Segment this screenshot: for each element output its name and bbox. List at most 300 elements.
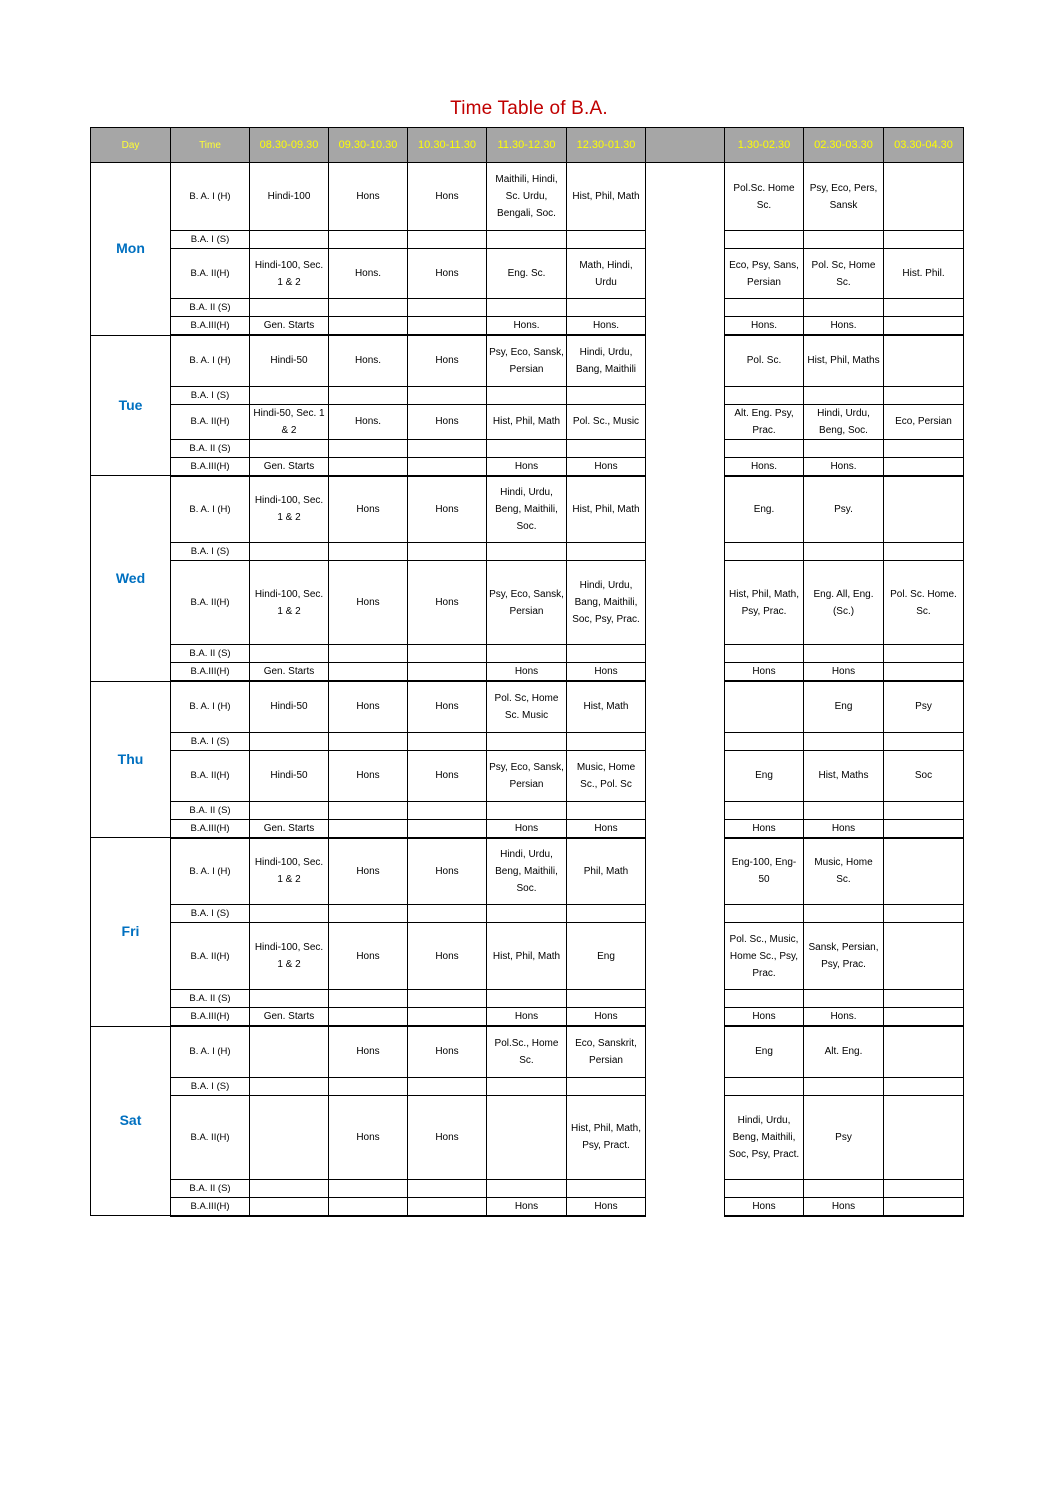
schedule-cell [725, 732, 804, 750]
schedule-cell [329, 386, 408, 404]
schedule-cell [884, 645, 964, 663]
schedule-cell: Hons [567, 1197, 646, 1216]
schedule-cell: Hons [408, 1026, 487, 1077]
class-label: B. A. I (H) [171, 838, 250, 905]
schedule-cell: Hindi, Urdu, Beng, Maithili, Soc, Psy, Pract. [725, 1095, 804, 1179]
schedule-cell: Hons [329, 750, 408, 801]
class-label: B.A. II (S) [171, 439, 250, 457]
schedule-cell: Hindi, Urdu, Beng, Soc. [804, 404, 884, 439]
class-label: B.A. II (S) [171, 645, 250, 663]
header-slot: 12.30-01.30 [567, 128, 646, 163]
schedule-cell [884, 1026, 964, 1077]
schedule-cell: Hist, Phil, Math [487, 923, 567, 990]
schedule-cell: Pol. Sc., Music, Home Sc., Psy, Prac. [725, 923, 804, 990]
page-title: Time Table of B.A. [450, 98, 608, 119]
schedule-cell: Eng-100, Eng-50 [725, 838, 804, 905]
schedule-cell [884, 163, 964, 231]
schedule-cell [250, 905, 329, 923]
schedule-cell: Hindi-100, Sec. 1 & 2 [250, 923, 329, 990]
schedule-cell [408, 732, 487, 750]
schedule-cell: Hons [725, 1008, 804, 1027]
schedule-cell: Hons [329, 561, 408, 645]
schedule-cell [250, 543, 329, 561]
schedule-cell [884, 299, 964, 317]
schedule-cell [567, 645, 646, 663]
schedule-cell [567, 1077, 646, 1095]
class-label: B.A. I (S) [171, 386, 250, 404]
schedule-cell [250, 645, 329, 663]
class-label: B.A. II (S) [171, 801, 250, 819]
schedule-cell [567, 386, 646, 404]
schedule-cell [408, 1179, 487, 1197]
schedule-cell: Gen. Starts [250, 457, 329, 476]
schedule-cell [329, 990, 408, 1008]
schedule-cell [884, 905, 964, 923]
schedule-cell [725, 990, 804, 1008]
schedule-cell [567, 1179, 646, 1197]
schedule-cell: Hons [487, 457, 567, 476]
schedule-cell [804, 543, 884, 561]
table-row [91, 1008, 964, 1027]
schedule-cell: Hons [487, 1008, 567, 1027]
schedule-cell: Pol. Sc. Home. Sc. [884, 561, 964, 645]
schedule-cell [487, 299, 567, 317]
schedule-cell: Eng [567, 923, 646, 990]
schedule-cell [884, 231, 964, 249]
schedule-cell [884, 543, 964, 561]
schedule-cell: Hindi-100, Sec. 1 & 2 [250, 249, 329, 299]
schedule-cell [725, 645, 804, 663]
class-label: B.A. II (S) [171, 299, 250, 317]
schedule-cell [884, 819, 964, 838]
schedule-cell: Phil, Math [567, 838, 646, 905]
class-label: B.A. I (S) [171, 543, 250, 561]
schedule-cell: Hons [408, 750, 487, 801]
table-row [91, 801, 964, 819]
schedule-cell [567, 439, 646, 457]
schedule-cell: Gen. Starts [250, 663, 329, 682]
table-row [91, 249, 964, 299]
day-label: Fri [91, 838, 171, 1027]
header-lunch [646, 128, 725, 163]
schedule-cell: Hons. [725, 317, 804, 336]
schedule-cell [884, 439, 964, 457]
schedule-cell [804, 645, 884, 663]
schedule-cell [250, 1095, 329, 1179]
header-slot: 09.30-10.30 [329, 128, 408, 163]
schedule-cell [487, 543, 567, 561]
schedule-cell: Hindi-50, Sec. 1 & 2 [250, 404, 329, 439]
schedule-cell: Pol. Sc. [725, 335, 804, 386]
class-label: B.A.III(H) [171, 1008, 250, 1027]
schedule-cell [884, 990, 964, 1008]
schedule-cell [408, 231, 487, 249]
table-row [91, 838, 964, 905]
class-label: B.A. II(H) [171, 923, 250, 990]
table-row [91, 1026, 964, 1077]
lunch-break-cell [646, 163, 725, 1216]
schedule-cell [250, 299, 329, 317]
schedule-cell: Eco, Persian [884, 404, 964, 439]
schedule-cell: Psy, Eco, Sansk, Persian [487, 561, 567, 645]
schedule-cell [804, 299, 884, 317]
schedule-cell [408, 1197, 487, 1216]
table-row [91, 231, 964, 249]
schedule-cell [329, 543, 408, 561]
header-slot: 11.30-12.30 [487, 128, 567, 163]
schedule-cell [487, 1095, 567, 1179]
schedule-cell [884, 801, 964, 819]
class-label: B.A. II(H) [171, 750, 250, 801]
table-row [91, 457, 964, 476]
schedule-cell: Pol.Sc. Home Sc. [725, 163, 804, 231]
schedule-cell: Eng. All, Eng. (Sc.) [804, 561, 884, 645]
schedule-cell: Hons [329, 923, 408, 990]
schedule-cell [408, 439, 487, 457]
schedule-cell: Hons [567, 457, 646, 476]
table-row [91, 317, 964, 336]
schedule-cell [804, 386, 884, 404]
schedule-cell: Hindi-100, Sec. 1 & 2 [250, 838, 329, 905]
schedule-cell: Hindi-50 [250, 681, 329, 732]
class-label: B. A. I (H) [171, 1026, 250, 1077]
class-label: B.A. II(H) [171, 1095, 250, 1179]
schedule-cell [884, 838, 964, 905]
schedule-cell: Eng. Sc. [487, 249, 567, 299]
schedule-cell [250, 386, 329, 404]
schedule-cell: Hons. [804, 317, 884, 336]
schedule-cell: Pol. Sc., Music [567, 404, 646, 439]
schedule-cell [804, 231, 884, 249]
schedule-cell: Eng [725, 750, 804, 801]
schedule-cell: Psy. [804, 476, 884, 543]
schedule-cell [487, 386, 567, 404]
schedule-cell [250, 1026, 329, 1077]
table-row [91, 543, 964, 561]
schedule-cell: Hons [408, 335, 487, 386]
schedule-cell [329, 1197, 408, 1216]
table-row [91, 476, 964, 543]
table-row [91, 681, 964, 732]
schedule-cell [329, 645, 408, 663]
schedule-cell: Hons [487, 1197, 567, 1216]
schedule-cell [408, 801, 487, 819]
schedule-cell [329, 819, 408, 838]
schedule-cell: Gen. Starts [250, 819, 329, 838]
schedule-cell [725, 231, 804, 249]
schedule-cell [408, 299, 487, 317]
schedule-cell [804, 1077, 884, 1095]
schedule-cell: Hist, Phil, Math, Psy, Prac. [725, 561, 804, 645]
schedule-cell: Hindi, Urdu, Beng, Maithili, Soc. [487, 838, 567, 905]
schedule-cell [329, 1077, 408, 1095]
schedule-cell [567, 231, 646, 249]
schedule-cell [567, 801, 646, 819]
class-label: B.A. I (S) [171, 732, 250, 750]
schedule-cell: Psy, Eco, Sansk, Persian [487, 750, 567, 801]
schedule-cell [487, 645, 567, 663]
class-label: B.A.III(H) [171, 819, 250, 838]
class-label: B.A.III(H) [171, 457, 250, 476]
schedule-cell [804, 905, 884, 923]
schedule-cell: Hist, Phil, Math [567, 163, 646, 231]
schedule-cell: Hons [329, 163, 408, 231]
schedule-cell: Hons. [487, 317, 567, 336]
schedule-cell: Hons [329, 681, 408, 732]
day-label: Mon [91, 163, 171, 336]
schedule-cell [250, 439, 329, 457]
schedule-cell: Hist, Phil, Math [567, 476, 646, 543]
schedule-cell [804, 990, 884, 1008]
class-label: B.A.III(H) [171, 663, 250, 682]
schedule-cell [884, 335, 964, 386]
schedule-cell: Hons [725, 819, 804, 838]
schedule-cell: Sansk, Persian, Psy, Prac. [804, 923, 884, 990]
schedule-cell [884, 732, 964, 750]
schedule-cell: Eco, Sanskrit, Persian [567, 1026, 646, 1077]
schedule-cell [804, 801, 884, 819]
day-label: Sat [91, 1026, 171, 1216]
schedule-cell [884, 1095, 964, 1179]
schedule-cell [884, 1077, 964, 1095]
timetable [90, 127, 964, 1217]
schedule-cell [567, 543, 646, 561]
schedule-cell: Hons. [329, 404, 408, 439]
schedule-cell: Hindi, Urdu, Bang, Maithili, Soc, Psy, Prac. [567, 561, 646, 645]
header-day: Day [91, 128, 171, 163]
header-row [91, 128, 964, 163]
schedule-cell: Hist, Math [567, 681, 646, 732]
schedule-cell [408, 663, 487, 682]
schedule-cell [884, 457, 964, 476]
table-row [91, 404, 964, 439]
table-row [91, 299, 964, 317]
header-slot: 08.30-09.30 [250, 128, 329, 163]
class-label: B. A. I (H) [171, 681, 250, 732]
schedule-cell [250, 801, 329, 819]
schedule-cell [329, 231, 408, 249]
schedule-cell [567, 990, 646, 1008]
schedule-cell [250, 1197, 329, 1216]
schedule-cell: Hons. [567, 317, 646, 336]
class-label: B.A. II(H) [171, 404, 250, 439]
schedule-cell [804, 439, 884, 457]
schedule-cell: Hons [329, 838, 408, 905]
schedule-cell [408, 386, 487, 404]
class-label: B.A. II(H) [171, 561, 250, 645]
schedule-cell: Hons [804, 1197, 884, 1216]
schedule-cell: Soc [884, 750, 964, 801]
schedule-cell: Hons. [329, 249, 408, 299]
table-row [91, 1095, 964, 1179]
schedule-cell [567, 905, 646, 923]
class-label: B.A.III(H) [171, 1197, 250, 1216]
class-label: B.A. I (S) [171, 905, 250, 923]
schedule-cell [725, 1179, 804, 1197]
schedule-cell: Eco, Psy, Sans, Persian [725, 249, 804, 299]
schedule-cell: Hons [725, 1197, 804, 1216]
table-row [91, 645, 964, 663]
class-label: B.A. II (S) [171, 1179, 250, 1197]
schedule-cell: Hons [487, 663, 567, 682]
schedule-cell: Psy, Eco, Sansk, Persian [487, 335, 567, 386]
schedule-cell: Hons [329, 1095, 408, 1179]
schedule-cell: Hons [567, 1008, 646, 1027]
schedule-cell [487, 1179, 567, 1197]
schedule-cell: Hindi, Urdu, Bang, Maithili [567, 335, 646, 386]
schedule-cell [329, 905, 408, 923]
schedule-cell: Psy [884, 681, 964, 732]
schedule-cell: Hist. Phil. [884, 249, 964, 299]
schedule-cell: Hist, Phil, Maths [804, 335, 884, 386]
schedule-cell: Hons. [329, 335, 408, 386]
schedule-cell [725, 299, 804, 317]
table-row [91, 386, 964, 404]
schedule-cell: Hons [408, 476, 487, 543]
class-label: B. A. I (H) [171, 163, 250, 231]
schedule-cell: Hons [329, 476, 408, 543]
schedule-cell [487, 1077, 567, 1095]
schedule-cell: Hist, Maths [804, 750, 884, 801]
schedule-cell [250, 231, 329, 249]
schedule-cell: Math, Hindi, Urdu [567, 249, 646, 299]
table-row [91, 1179, 964, 1197]
schedule-cell [487, 439, 567, 457]
schedule-cell [329, 801, 408, 819]
class-label: B.A. II(H) [171, 249, 250, 299]
schedule-cell [725, 386, 804, 404]
schedule-cell: Hindi-100, Sec. 1 & 2 [250, 561, 329, 645]
day-label: Wed [91, 476, 171, 682]
schedule-cell [329, 663, 408, 682]
schedule-cell [329, 317, 408, 336]
table-row [91, 163, 964, 231]
table-row [91, 819, 964, 838]
schedule-cell [250, 990, 329, 1008]
schedule-cell: Hons. [804, 1008, 884, 1027]
schedule-cell [329, 1179, 408, 1197]
schedule-cell [487, 905, 567, 923]
schedule-cell: Hons [408, 163, 487, 231]
schedule-cell [884, 1179, 964, 1197]
class-label: B.A. I (S) [171, 231, 250, 249]
schedule-cell: Gen. Starts [250, 317, 329, 336]
schedule-cell: Psy, Eco, Pers, Sansk [804, 163, 884, 231]
schedule-cell [567, 732, 646, 750]
schedule-cell: Gen. Starts [250, 1008, 329, 1027]
schedule-cell: Hons. [804, 457, 884, 476]
schedule-cell [567, 299, 646, 317]
schedule-cell [408, 317, 487, 336]
schedule-cell: Alt. Eng. [804, 1026, 884, 1077]
schedule-cell [725, 801, 804, 819]
schedule-cell: Hindi-50 [250, 750, 329, 801]
schedule-cell [884, 663, 964, 682]
schedule-cell: Hons [408, 838, 487, 905]
schedule-cell [329, 1008, 408, 1027]
schedule-cell: Hons [408, 249, 487, 299]
schedule-cell [487, 801, 567, 819]
day-label: Tue [91, 335, 171, 476]
schedule-cell [884, 1008, 964, 1027]
schedule-cell: Music, Home Sc. [804, 838, 884, 905]
table-row [91, 439, 964, 457]
schedule-cell: Hons [408, 923, 487, 990]
schedule-cell: Hons [408, 404, 487, 439]
schedule-cell [408, 1077, 487, 1095]
schedule-cell [884, 476, 964, 543]
schedule-cell [804, 732, 884, 750]
class-label: B.A. I (S) [171, 1077, 250, 1095]
schedule-cell: Pol. Sc, Home Sc. Music [487, 681, 567, 732]
table-row [91, 923, 964, 990]
schedule-cell: Hons [725, 663, 804, 682]
header-time: Time [171, 128, 250, 163]
schedule-cell: Eng [725, 1026, 804, 1077]
schedule-cell [408, 543, 487, 561]
schedule-cell [408, 819, 487, 838]
schedule-cell: Hons [487, 819, 567, 838]
schedule-cell: Hons [804, 819, 884, 838]
schedule-cell: Psy [804, 1095, 884, 1179]
table-row [91, 335, 964, 386]
schedule-cell: Music, Home Sc., Pol. Sc [567, 750, 646, 801]
header-slot: 02.30-03.30 [804, 128, 884, 163]
schedule-cell: Hons [567, 819, 646, 838]
schedule-cell: Hons [408, 1095, 487, 1179]
schedule-cell [804, 1179, 884, 1197]
class-label: B.A.III(H) [171, 317, 250, 336]
schedule-cell [329, 439, 408, 457]
schedule-cell: Hons [804, 663, 884, 682]
schedule-cell: Pol.Sc., Home Sc. [487, 1026, 567, 1077]
table-row [91, 905, 964, 923]
schedule-cell [884, 317, 964, 336]
schedule-cell [487, 990, 567, 1008]
schedule-cell: Maithili, Hindi, Sc. Urdu, Bengali, Soc. [487, 163, 567, 231]
schedule-cell [487, 231, 567, 249]
schedule-cell [725, 681, 804, 732]
class-label: B. A. I (H) [171, 335, 250, 386]
table-row [91, 1197, 964, 1216]
class-label: B. A. I (H) [171, 476, 250, 543]
schedule-cell: Hons [408, 561, 487, 645]
schedule-cell: Alt. Eng. Psy, Prac. [725, 404, 804, 439]
schedule-cell [408, 1008, 487, 1027]
schedule-cell [408, 990, 487, 1008]
table-row [91, 750, 964, 801]
timetable-body [91, 163, 964, 1216]
schedule-cell [408, 905, 487, 923]
schedule-cell: Pol. Sc, Home Sc. [804, 249, 884, 299]
schedule-cell: Hons [567, 663, 646, 682]
schedule-cell: Hist, Phil, Math, Psy, Pract. [567, 1095, 646, 1179]
table-row [91, 732, 964, 750]
class-label: B.A. II (S) [171, 990, 250, 1008]
table-row [91, 1077, 964, 1095]
schedule-cell [250, 1179, 329, 1197]
table-row [91, 561, 964, 645]
schedule-cell [725, 905, 804, 923]
table-row [91, 990, 964, 1008]
header-slot: 03.30-04.30 [884, 128, 964, 163]
header-slot: 1.30-02.30 [725, 128, 804, 163]
schedule-cell: Eng. [725, 476, 804, 543]
header-slot: 10.30-11.30 [408, 128, 487, 163]
schedule-cell: Hindi-100, Sec. 1 & 2 [250, 476, 329, 543]
schedule-cell [250, 732, 329, 750]
schedule-cell: Hist, Phil, Math [487, 404, 567, 439]
